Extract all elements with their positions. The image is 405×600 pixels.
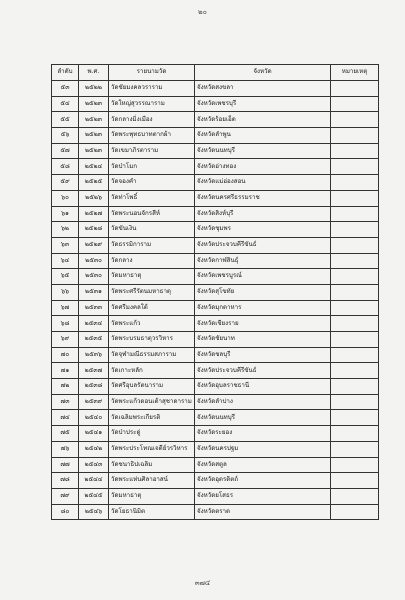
cell-note bbox=[331, 457, 379, 473]
cell-note bbox=[331, 473, 379, 489]
cell-province: จังหวัดชลบุรี bbox=[195, 347, 331, 363]
table-row bbox=[52, 488, 379, 504]
cell-province: จังหวัดสิงห์บุรี bbox=[195, 206, 331, 222]
cell-no: ๕๙ bbox=[52, 175, 79, 191]
cell-note bbox=[331, 363, 379, 379]
cell-note bbox=[331, 426, 379, 442]
cell-note bbox=[331, 347, 379, 363]
cell-province: จังหวัดลำปาง bbox=[195, 394, 331, 410]
cell-note bbox=[331, 128, 379, 144]
table-row bbox=[52, 300, 379, 316]
cell-province: จังหวัดนนทบุรี bbox=[195, 143, 331, 159]
cell-province: จังหวัดกาฬสินธุ์ bbox=[195, 253, 331, 269]
cell-temple: วัดพระพุทธบาทตากผ้า bbox=[109, 128, 195, 144]
cell-no: ๕๕ bbox=[52, 112, 79, 128]
cell-note bbox=[331, 316, 379, 332]
cell-no: ๖๙ bbox=[52, 332, 79, 348]
cell-year: ๒๕๒๒ bbox=[79, 81, 109, 97]
cell-no: ๖๐ bbox=[52, 190, 79, 206]
header-no: ลำดับ bbox=[52, 65, 79, 81]
cell-note bbox=[331, 237, 379, 253]
table-row bbox=[52, 457, 379, 473]
table-row bbox=[52, 269, 379, 285]
table-row bbox=[52, 394, 379, 410]
table-row bbox=[52, 379, 379, 395]
cell-no: ๗๙ bbox=[52, 488, 79, 504]
cell-no: ๖๗ bbox=[52, 300, 79, 316]
table-row bbox=[52, 190, 379, 206]
cell-temple: วัดป่าประดู่ bbox=[109, 426, 195, 442]
cell-year: ๒๕๓๔ bbox=[79, 316, 109, 332]
cell-note bbox=[331, 394, 379, 410]
cell-province: จังหวัดนครปฐม bbox=[195, 441, 331, 457]
cell-temple: วัดขันเงิน bbox=[109, 222, 195, 238]
cell-no: ๖๘ bbox=[52, 316, 79, 332]
cell-note bbox=[331, 190, 379, 206]
cell-province: จังหวัดสตูล bbox=[195, 457, 331, 473]
cell-no: ๗๓ bbox=[52, 394, 79, 410]
table-row bbox=[52, 81, 379, 97]
cell-province: จังหวัดนนทบุรี bbox=[195, 410, 331, 426]
table-row bbox=[52, 410, 379, 426]
cell-province: จังหวัดยโสธร bbox=[195, 488, 331, 504]
cell-temple: วัดพระแก้วดอนเต้าสุชาดาราม bbox=[109, 394, 195, 410]
table-row bbox=[52, 316, 379, 332]
cell-no: ๗๗ bbox=[52, 457, 79, 473]
cell-temple: วัดศรีอุบลรัตนาราม bbox=[109, 379, 195, 395]
cell-no: ๖๓ bbox=[52, 237, 79, 253]
table-row bbox=[52, 332, 379, 348]
cell-province: จังหวัดประจวบคีรีขันธ์ bbox=[195, 237, 331, 253]
cell-no: ๖๖ bbox=[52, 284, 79, 300]
cell-province: จังหวัดเพชรบุรี bbox=[195, 96, 331, 112]
cell-province: จังหวัดร้อยเอ็ด bbox=[195, 112, 331, 128]
cell-year: ๒๕๔๔ bbox=[79, 473, 109, 489]
cell-province: จังหวัดแม่ฮ่องสอน bbox=[195, 175, 331, 191]
cell-province: จังหวัดชุมพร bbox=[195, 222, 331, 238]
cell-year: ๒๕๒๘ bbox=[79, 222, 109, 238]
cell-no: ๗๕ bbox=[52, 426, 79, 442]
cell-year: ๒๕๓๐ bbox=[79, 269, 109, 285]
table-row bbox=[52, 159, 379, 175]
cell-no: ๗๐ bbox=[52, 347, 79, 363]
table-row bbox=[52, 284, 379, 300]
cell-province: จังหวัดระยอง bbox=[195, 426, 331, 442]
table-row bbox=[52, 175, 379, 191]
cell-temple: วัดกลาง bbox=[109, 253, 195, 269]
cell-year: ๒๕๒๔ bbox=[79, 159, 109, 175]
cell-year: ๒๕๒๙ bbox=[79, 237, 109, 253]
table-row bbox=[52, 426, 379, 442]
cell-year: ๒๕๒๓ bbox=[79, 143, 109, 159]
cell-year: ๒๕๓๓ bbox=[79, 300, 109, 316]
cell-temple: วัดพระศรีรัตนมหาธาตุ bbox=[109, 284, 195, 300]
table-row bbox=[52, 96, 379, 112]
cell-no: ๕๓ bbox=[52, 81, 79, 97]
cell-no: ๖๔ bbox=[52, 253, 79, 269]
cell-temple: วัดธรรมิการาม bbox=[109, 237, 195, 253]
cell-province: จังหวัดอ่างทอง bbox=[195, 159, 331, 175]
cell-temple: วัดป่าโมก bbox=[109, 159, 195, 175]
cell-year: ๒๕๓๐ bbox=[79, 253, 109, 269]
cell-note bbox=[331, 175, 379, 191]
cell-note bbox=[331, 488, 379, 504]
cell-no: ๗๒ bbox=[52, 379, 79, 395]
cell-note bbox=[331, 410, 379, 426]
cell-year: ๒๕๓๑ bbox=[79, 284, 109, 300]
table-row bbox=[52, 237, 379, 253]
cell-no: ๕๘ bbox=[52, 159, 79, 175]
cell-note bbox=[331, 269, 379, 285]
table-header bbox=[52, 65, 379, 81]
cell-temple: วัดพระแก้ว bbox=[109, 316, 195, 332]
table-row bbox=[52, 206, 379, 222]
table-row bbox=[52, 128, 379, 144]
cell-year: ๒๕๓๗ bbox=[79, 363, 109, 379]
cell-year: ๒๕๔๐ bbox=[79, 410, 109, 426]
header-note: หมายเหตุ bbox=[331, 65, 379, 81]
table-row bbox=[52, 473, 379, 489]
cell-no: ๖๑ bbox=[52, 206, 79, 222]
cell-temple: วัดพระแท่นศิลาอาสน์ bbox=[109, 473, 195, 489]
cell-no: ๖๕ bbox=[52, 269, 79, 285]
cell-temple: วัดจุฬามณีธรรมสภาราม bbox=[109, 347, 195, 363]
table-row bbox=[52, 253, 379, 269]
cell-note bbox=[331, 143, 379, 159]
cell-temple: วัดเฉลิมพระเกียรติ bbox=[109, 410, 195, 426]
cell-temple: วัดท่าโพธิ์ bbox=[109, 190, 195, 206]
cell-year: ๒๕๒๓ bbox=[79, 112, 109, 128]
table-row bbox=[52, 363, 379, 379]
cell-note bbox=[331, 504, 379, 520]
cell-temple: วัดจองคำ bbox=[109, 175, 195, 191]
cell-temple: วัดมหาธาตุ bbox=[109, 488, 195, 504]
cell-province: จังหวัดชัยนาท bbox=[195, 332, 331, 348]
cell-note bbox=[331, 206, 379, 222]
cell-no: ๗๘ bbox=[52, 473, 79, 489]
cell-temple: วัดมหาธาตุ bbox=[109, 269, 195, 285]
cell-year: ๒๕๒๓ bbox=[79, 96, 109, 112]
cell-no: ๕๔ bbox=[52, 96, 79, 112]
cell-note bbox=[331, 159, 379, 175]
cell-no: ๗๖ bbox=[52, 441, 79, 457]
cell-province: จังหวัดเพชรบูรณ์ bbox=[195, 269, 331, 285]
cell-year: ๒๕๒๖ bbox=[79, 190, 109, 206]
table-row bbox=[52, 222, 379, 238]
cell-note bbox=[331, 284, 379, 300]
cell-no: ๘๐ bbox=[52, 504, 79, 520]
cell-no: ๕๖ bbox=[52, 128, 79, 144]
cell-no: ๖๒ bbox=[52, 222, 79, 238]
cell-year: ๒๕๔๖ bbox=[79, 504, 109, 520]
cell-year: ๒๕๓๕ bbox=[79, 332, 109, 348]
cell-temple: วัดชนาธิปเฉลิม bbox=[109, 457, 195, 473]
header-row bbox=[52, 65, 379, 81]
table-row bbox=[52, 441, 379, 457]
cell-province: จังหวัดมุกดาหาร bbox=[195, 300, 331, 316]
cell-year: ๒๕๒๓ bbox=[79, 128, 109, 144]
cell-temple: วัดเกาะหลัก bbox=[109, 363, 195, 379]
cell-province: จังหวัดสงขลา bbox=[195, 81, 331, 97]
cell-year: ๒๕๒๗ bbox=[79, 206, 109, 222]
cell-no: ๕๗ bbox=[52, 143, 79, 159]
cell-no: ๗๑ bbox=[52, 363, 79, 379]
page-number-bottom: ๓๗๔ bbox=[194, 579, 211, 587]
table-row bbox=[52, 504, 379, 520]
cell-year: ๒๕๒๕ bbox=[79, 175, 109, 191]
cell-note bbox=[331, 441, 379, 457]
cell-temple: วัดโยธานิมิต bbox=[109, 504, 195, 520]
cell-note bbox=[331, 332, 379, 348]
cell-temple: วัดเขมาภิรตาราม bbox=[109, 143, 195, 159]
cell-temple: วัดพระบรมธาตุวรวิหาร bbox=[109, 332, 195, 348]
cell-year: ๒๕๔๓ bbox=[79, 457, 109, 473]
cell-year: ๒๕๓๖ bbox=[79, 347, 109, 363]
cell-province: จังหวัดเชียงราย bbox=[195, 316, 331, 332]
cell-year: ๒๕๓๙ bbox=[79, 394, 109, 410]
cell-note bbox=[331, 253, 379, 269]
table-row bbox=[52, 143, 379, 159]
cell-year: ๒๕๔๒ bbox=[79, 441, 109, 457]
cell-note bbox=[331, 81, 379, 97]
cell-no: ๗๔ bbox=[52, 410, 79, 426]
cell-province: จังหวัดตราด bbox=[195, 504, 331, 520]
table-row bbox=[52, 112, 379, 128]
cell-province: จังหวัดอุตรดิตถ์ bbox=[195, 473, 331, 489]
cell-temple: วัดกลางมิ่งเมือง bbox=[109, 112, 195, 128]
page-number-top: ๒๐ bbox=[198, 8, 207, 16]
cell-province: จังหวัดอุบลราชธานี bbox=[195, 379, 331, 395]
temple-register-table bbox=[51, 64, 379, 520]
table-body bbox=[52, 81, 379, 520]
cell-temple: วัดศรีมงคลใต้ bbox=[109, 300, 195, 316]
cell-note bbox=[331, 222, 379, 238]
cell-temple: วัดใหญ่สุวรรณาราม bbox=[109, 96, 195, 112]
cell-note bbox=[331, 96, 379, 112]
header-province: จังหวัด bbox=[195, 65, 331, 81]
cell-province: จังหวัดลำพูน bbox=[195, 128, 331, 144]
header-year: พ.ศ. bbox=[79, 65, 109, 81]
cell-year: ๒๕๓๘ bbox=[79, 379, 109, 395]
cell-temple: วัดพระประโทณเจดีย์วรวิหาร bbox=[109, 441, 195, 457]
cell-province: จังหวัดสุโขทัย bbox=[195, 284, 331, 300]
cell-note bbox=[331, 379, 379, 395]
cell-province: จังหวัดประจวบคีรีขันธ์ bbox=[195, 363, 331, 379]
cell-temple: วัดชัยมงคลวราราม bbox=[109, 81, 195, 97]
cell-province: จังหวัดนครศรีธรรมราช bbox=[195, 190, 331, 206]
cell-note bbox=[331, 112, 379, 128]
header-temple: รายนามวัด bbox=[109, 65, 195, 81]
cell-temple: วัดพระนอนจักรสีห์ bbox=[109, 206, 195, 222]
cell-year: ๒๕๔๕ bbox=[79, 488, 109, 504]
cell-year: ๒๕๔๑ bbox=[79, 426, 109, 442]
table-row bbox=[52, 347, 379, 363]
cell-note bbox=[331, 300, 379, 316]
